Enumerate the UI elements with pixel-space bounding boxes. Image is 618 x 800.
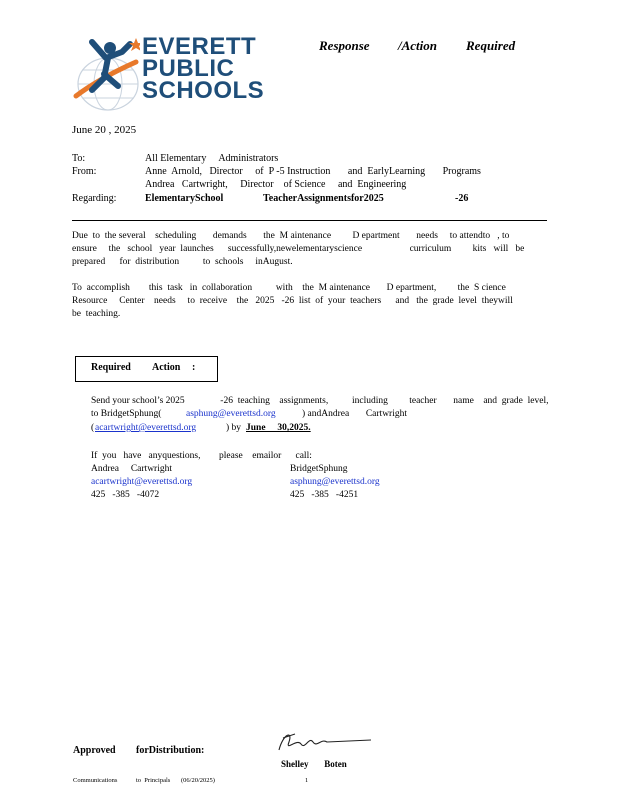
item-1-line-2-b: ) andAndrea Cartwright [302, 409, 407, 419]
contact-2-name: BridgetSphung [290, 464, 348, 474]
to-label: To: [72, 153, 86, 164]
header-divider [72, 220, 547, 221]
item-1-line-3-b: ) by [226, 423, 242, 433]
para-1-line-2: ensure the school year launches successfully,newelementaryscience curriculum kits will be [72, 244, 525, 254]
for-distribution-label: forDistribution: [136, 745, 205, 756]
logo-line-1: EVERETT [142, 33, 257, 60]
para-2-line-1: To accomplish this task in collaboration with the M aintenance D epartment, the S cience [72, 283, 506, 293]
contact-1-phone: 425 -385 -4072 [91, 490, 160, 500]
contact-2-email[interactable]: asphung@everettsd.org [290, 477, 380, 487]
regarding-part-3: -26 [455, 193, 469, 204]
required-action-label-1: Required [91, 362, 131, 373]
logo-line-2: PUBLIC [142, 55, 235, 82]
para-2-line-2: Resource Center needs to receive the 2025 -26 list of your teachers and the grade level theywill [72, 296, 513, 306]
required-action-label-3: : [192, 362, 196, 373]
page-number: 1 [305, 777, 309, 784]
required-action-label-2: Action [152, 362, 181, 373]
footer-date: (06/20/2025) [181, 777, 215, 784]
item-2-line-1-a: If you have anyquestions, [91, 451, 201, 461]
logo-emblem-icon [70, 34, 140, 114]
signer-name: Shelley Boten [281, 759, 347, 769]
to-value: All Elementary Administrators [145, 153, 279, 164]
contact-1-name: Andrea Cartwright [91, 464, 172, 474]
para-1-line-1: Due to the several scheduling demands the M aintenance D epartment needs to attendto , to [72, 231, 510, 241]
header-required: Required [466, 38, 516, 53]
footer-communications: Communications [73, 777, 118, 784]
item-1-line-3-a: ( [91, 423, 95, 433]
regarding-part-1: ElementarySchool [145, 193, 224, 204]
email-link-cartwright[interactable]: acartwright@everettsd.org [95, 423, 197, 433]
from-line-2: Andrea Cartwright, Director of Science and Engineering [145, 179, 407, 190]
from-line-1: Anne Arnold, Director of P -5 Instruction and EarlyLearning Programs [145, 166, 481, 177]
para-2-line-3: be teaching. [72, 309, 121, 319]
deadline-date: June 30,2025. [246, 423, 311, 433]
memo-date: June 20 , 2025 [72, 124, 137, 136]
contact-2-phone: 425 -385 -4251 [290, 490, 359, 500]
item-1-line-1: Send your school’s 2025 -26 teaching assignments, including teacher name and grade level, [91, 396, 549, 406]
signature-icon [275, 728, 375, 758]
from-label: From: [72, 166, 97, 177]
item-1-line-2-a: to BridgetSphung( [91, 409, 162, 419]
logo-line-3: SCHOOLS [142, 77, 265, 104]
item-2-line-1-b: please emailor call: [219, 451, 312, 461]
email-link-sphung[interactable]: asphung@everettsd.org [186, 409, 276, 419]
para-1-line-3: prepared for distribution to schools inAugust. [72, 257, 293, 267]
approved-label: Approved [73, 745, 116, 756]
header-response: Response [319, 38, 370, 53]
district-logo [70, 33, 265, 114]
contact-1-email[interactable]: acartwright@everettsd.org [91, 477, 193, 487]
header-action: /Action [398, 38, 438, 53]
footer-to-principals: to Principals [136, 777, 171, 784]
regarding-label: Regarding: [72, 193, 117, 204]
regarding-part-2: TeacherAssignmentsfor2025 [263, 193, 384, 204]
logo-wordmark [142, 33, 265, 104]
